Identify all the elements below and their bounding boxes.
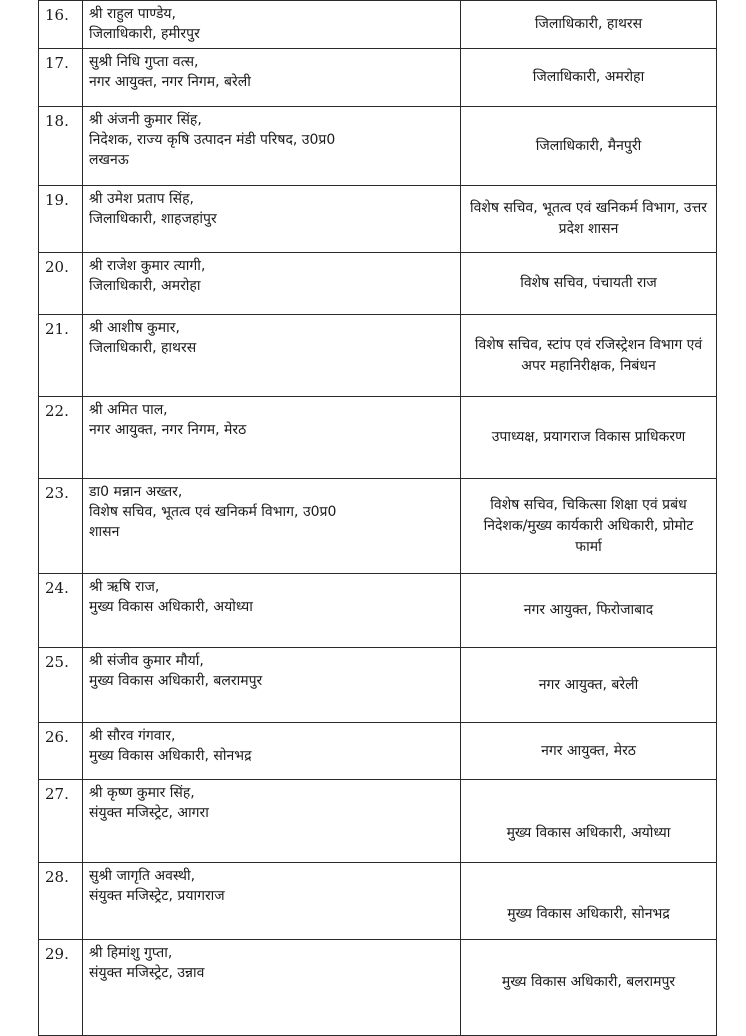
table-row <box>39 315 717 397</box>
table-row <box>39 49 717 107</box>
table-row <box>39 780 717 863</box>
serial-number: 29. <box>39 940 83 1036</box>
serial-number: 26. <box>39 723 83 780</box>
table-row <box>39 397 717 479</box>
officer-name: श्री संजीव कुमार मौर्या, <box>89 653 204 669</box>
new-posting: विशेष सचिव, भूतत्व एवं खनिकर्म विभाग, उत्तर प्रदेश शासन <box>461 186 717 253</box>
officer-name: डा0 मन्नान अख्तर, <box>89 484 183 500</box>
serial-number: 24. <box>39 574 83 648</box>
new-posting: उपाध्यक्ष, प्रयागराज विकास प्राधिकरण <box>461 397 717 479</box>
current-posting-cont: लखनऊ <box>89 152 129 168</box>
serial-number: 25. <box>39 648 83 723</box>
officer-name: श्री आशीष कुमार, <box>89 320 180 336</box>
officer-name: सुश्री निधि गुप्ता वत्स, <box>89 54 199 70</box>
current-posting: जिलाधिकारी, हाथरस <box>89 340 197 356</box>
current-posting: विशेष सचिव, भूतत्व एवं खनिकर्म विभाग, उ0प्र0 <box>89 504 337 520</box>
officer-cell <box>83 479 461 574</box>
officer-name: श्री हिमांशु गुप्ता, <box>89 945 173 961</box>
officer-name: श्री कृष्ण कुमार सिंह, <box>89 785 195 801</box>
officer-cell <box>83 648 461 723</box>
officer-cell <box>83 1 461 49</box>
officer-name: श्री अमित पाल, <box>89 402 168 418</box>
current-posting: संयुक्त मजिस्ट्रेट, आगरा <box>89 805 209 821</box>
serial-number: 16. <box>39 1 83 49</box>
officer-name: श्री उमेश प्रताप सिंह, <box>89 191 194 207</box>
new-posting: जिलाधिकारी, अमरोहा <box>461 49 717 107</box>
new-posting: नगर आयुक्त, फिरोजाबाद <box>461 574 717 648</box>
serial-number: 27. <box>39 780 83 863</box>
current-posting: मुख्य विकास अधिकारी, अयोध्या <box>89 599 253 615</box>
table-row <box>39 574 717 648</box>
table-row <box>39 1 717 49</box>
current-posting: नगर आयुक्त, नगर निगम, बरेली <box>89 74 251 90</box>
table-row <box>39 863 717 940</box>
new-posting: मुख्य विकास अधिकारी, बलरामपुर <box>461 940 717 1036</box>
transfer-list-sheet <box>38 0 716 1024</box>
table-row <box>39 107 717 186</box>
serial-number: 23. <box>39 479 83 574</box>
table-row <box>39 940 717 1036</box>
serial-number: 19. <box>39 186 83 253</box>
new-posting: मुख्य विकास अधिकारी, सोनभद्र <box>461 863 717 940</box>
new-posting: नगर आयुक्त, मेरठ <box>461 723 717 780</box>
table-row <box>39 479 717 574</box>
officer-cell <box>83 780 461 863</box>
new-posting: मुख्य विकास अधिकारी, अयोध्या <box>461 780 717 863</box>
serial-number: 28. <box>39 863 83 940</box>
current-posting: संयुक्त मजिस्ट्रेट, प्रयागराज <box>89 888 225 904</box>
current-posting-cont: शासन <box>89 524 120 540</box>
officer-cell <box>83 49 461 107</box>
officer-cell <box>83 186 461 253</box>
officer-cell <box>83 107 461 186</box>
officer-name: श्री सौरव गंगवार, <box>89 728 176 744</box>
new-posting: नगर आयुक्त, बरेली <box>461 648 717 723</box>
transfer-table <box>38 0 717 1036</box>
officer-cell <box>83 253 461 315</box>
officer-cell <box>83 940 461 1036</box>
current-posting: जिलाधिकारी, अमरोहा <box>89 278 201 294</box>
current-posting: जिलाधिकारी, हमीरपुर <box>89 26 200 42</box>
officer-name: सुश्री जागृति अवस्थी, <box>89 868 196 884</box>
new-posting: जिलाधिकारी, मैनपुरी <box>461 107 717 186</box>
current-posting: जिलाधिकारी, शाहजहांपुर <box>89 211 217 227</box>
officer-cell <box>83 574 461 648</box>
officer-name: श्री राजेश कुमार त्यागी, <box>89 258 206 274</box>
new-posting: जिलाधिकारी, हाथरस <box>461 1 717 49</box>
serial-number: 17. <box>39 49 83 107</box>
table-row <box>39 648 717 723</box>
new-posting: विशेष सचिव, चिकित्सा शिक्षा एवं प्रबंध निदेशक/मुख्य कार्यकारी अधिकारी, प्रोमोट फार्मा <box>461 479 717 574</box>
serial-number: 22. <box>39 397 83 479</box>
new-posting: विशेष सचिव, स्टांप एवं रजिस्ट्रेशन विभाग एवं अपर महानिरीक्षक, निबंधन <box>461 315 717 397</box>
officer-cell <box>83 723 461 780</box>
officer-name: श्री ऋषि राज, <box>89 579 160 595</box>
serial-number: 18. <box>39 107 83 186</box>
current-posting: निदेशक, राज्य कृषि उत्पादन मंडी परिषद, उ0प्र0 <box>89 132 336 148</box>
serial-number: 21. <box>39 315 83 397</box>
table-row <box>39 253 717 315</box>
officer-name: श्री अंजनी कुमार सिंह, <box>89 112 202 128</box>
current-posting: मुख्य विकास अधिकारी, बलरामपुर <box>89 673 263 689</box>
serial-number: 20. <box>39 253 83 315</box>
current-posting: मुख्य विकास अधिकारी, सोनभद्र <box>89 748 252 764</box>
officer-cell <box>83 315 461 397</box>
table-row <box>39 186 717 253</box>
new-posting: विशेष सचिव, पंचायती राज <box>461 253 717 315</box>
officer-cell <box>83 397 461 479</box>
officer-name: श्री राहुल पाण्डेय, <box>89 6 177 22</box>
officer-cell <box>83 863 461 940</box>
current-posting: संयुक्त मजिस्ट्रेट, उन्नाव <box>89 965 205 981</box>
table-row <box>39 723 717 780</box>
current-posting: नगर आयुक्त, नगर निगम, मेरठ <box>89 422 247 438</box>
